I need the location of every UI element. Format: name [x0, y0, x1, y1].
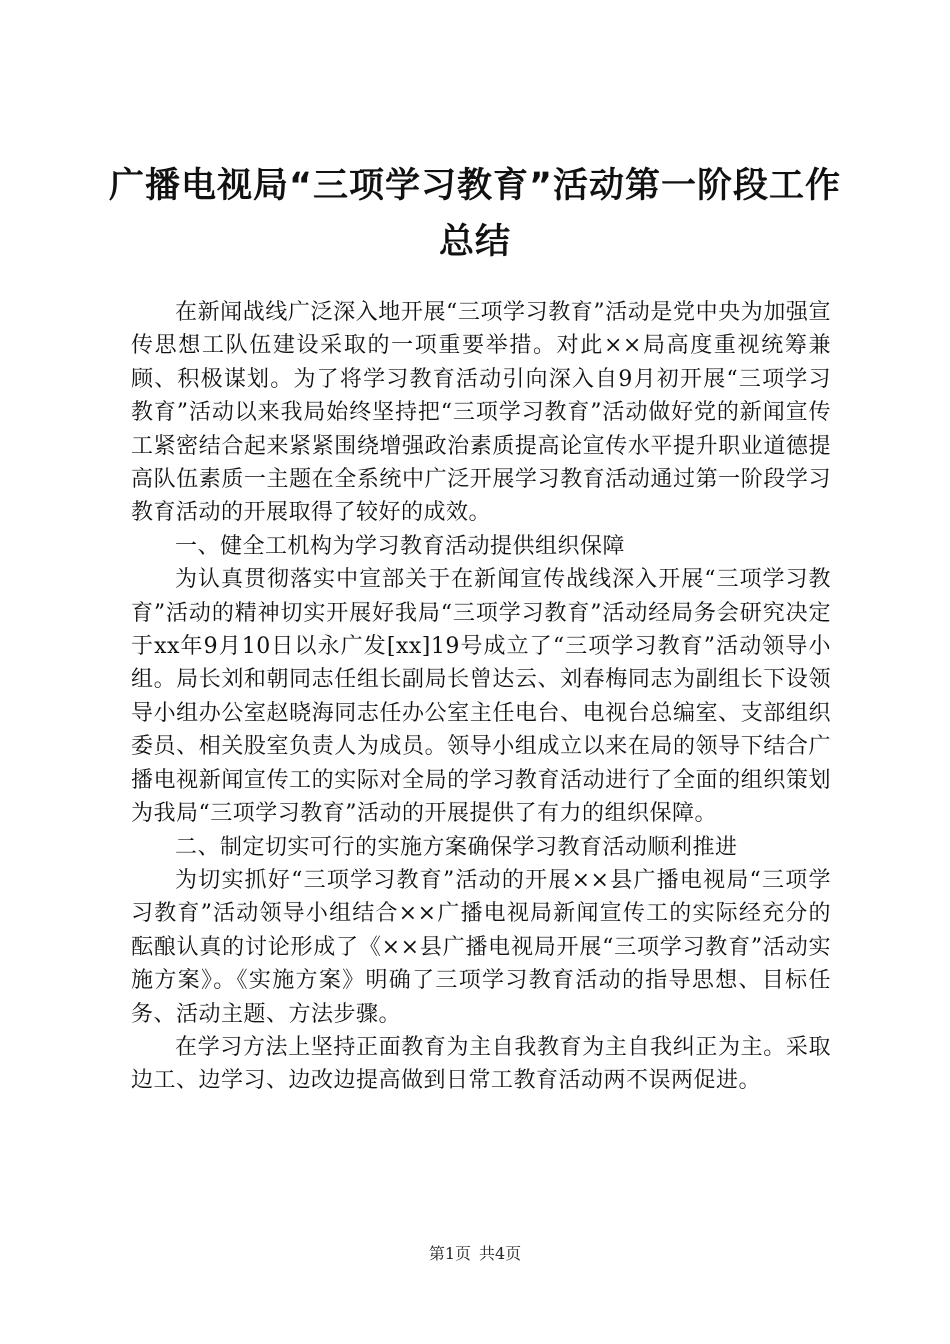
document-title: 广播电视局“三项学习教育”活动第一阶段工作总结	[108, 166, 841, 262]
section-heading-1: 一、健全工机构为学习教育活动提供组织保障	[175, 533, 626, 559]
paragraph-study-method: 在学习方法上坚持正面教育为主自我教育为主自我纠正为主。采取边工、边学习、边改边提高做到日常工教育活动两不误两促进。	[131, 1034, 831, 1094]
paragraph-section-1: 为认真贯彻落实中宣部关于在新闻宣传战线深入开展“三项学习教育”活动的精神切实开展好我局“三项学习教育”活动经局务会研究决定于xx年9月10日以永广发[xx]19号成立了“三项学习教育”活动领导小组。局长刘和朝同志任组长副局长曾达云、刘春梅同志为副组长下设领导小组办公室赵晓海同志任办公室主任电台、电视台总编室、支部组织委员、相关股室负责人为成员。领导小组成立以来在局的领导下结合广播电视新闻宣传工的实际对全局的学习教育活动进行了全面的组织策划为我局“三项学习教育”活动的开展提供了有力的组织保障。	[131, 567, 831, 827]
paragraph-section-2: 为切实抓好“三项学习教育”活动的开展××县广播电视局“三项学习教育”活动领导小组结合××广播电视局新闻宣传工的实际经充分的酝酿认真的讨论形成了《××县广播电视局开展“三项学习教育”活动实施方案》。《实施方案》明确了三项学习教育活动的指导思想、目标任务、活动主题、方法步骤。	[131, 867, 831, 1027]
page-number: 第1页	[428, 1244, 471, 1263]
section-heading-2: 二、制定切实可行的实施方案确保学习教育活动顺利推进	[175, 834, 738, 860]
paragraph-intro: 在新闻战线广泛深入地开展“三项学习教育”活动是党中央为加强宣传思想工队伍建设采取的一项重要举措。对此××局高度重视统筹兼顾、积极谋划。为了将学习教育活动引向深入自9月初开展“三项学习教育”活动以来我局始终坚持把“三项学习教育”活动做好党的新闻宣传工紧密结合起来紧紧围绕增强政治素质提高论宣传水平提升职业道德提高队伍素质一主题在全系统中广泛开展学习教育活动通过第一阶段学习教育活动的开展取得了较好的成效。	[131, 300, 831, 526]
page-footer	[0, 1244, 950, 1264]
page-total: 共4页	[479, 1244, 522, 1263]
document-body	[131, 296, 831, 1098]
